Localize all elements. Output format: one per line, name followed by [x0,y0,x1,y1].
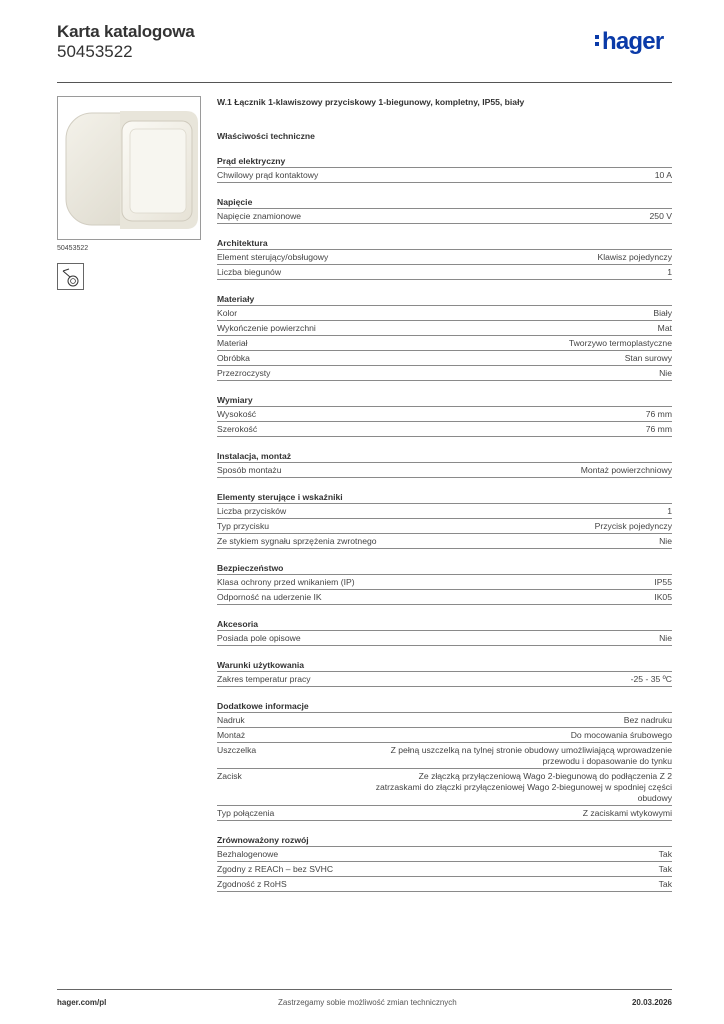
spec-value: Z zaciskami wtykowymi [582,808,672,818]
spec-row [217,589,672,605]
spec-label: Zgodny z REACh – bez SVHC [217,864,334,874]
page-header [57,22,195,62]
spec-value: Przycisk pojedynczy [594,521,672,531]
spec-row [217,320,672,335]
spec-value: Biały [653,308,672,318]
spec-value: 76 mm [645,424,672,434]
spec-row [217,462,672,478]
spec-row [217,335,672,350]
spec-label: Klasa ochrony przed wnikaniem (IP) [217,577,355,587]
spec-label: Przezroczysty [217,368,271,378]
spec-row [217,805,672,821]
spec-row [217,305,672,320]
spec-label: Obróbka [217,353,250,363]
spec-label: Wykończenie powierzchni [217,323,316,333]
spec-section [217,156,672,183]
spec-value: Bez nadruku [623,715,672,725]
spec-sections [217,156,672,892]
spec-label: Uszczelka [217,745,257,755]
logo-dots-icon [595,35,600,49]
spec-value: Mat [657,323,672,333]
spec-label: Montaż [217,730,246,740]
section-title: Warunki użytkowania [217,660,305,670]
spec-value: Nie [659,536,672,546]
spec-value: Stan surowy [624,353,672,363]
section-title: Napięcie [217,197,253,207]
spec-row [217,630,672,646]
footer-divider [57,989,672,990]
spec-value: Klawisz pojedynczy [597,252,672,262]
spec-section [217,492,672,549]
spec-section [217,835,672,892]
spec-row [217,350,672,365]
section-title: Architektura [217,238,268,248]
section-title: Elementy sterujące i wskaźniki [217,492,343,502]
spec-value: Tworzywo termoplastyczne [568,338,672,348]
spec-section [217,238,672,280]
properties-heading: Właściwości techniczne [217,131,315,141]
spec-value: IP55 [654,577,672,587]
spec-value: Tak [658,879,672,889]
footer-disclaimer: Zastrzegamy sobie możliwość zmian technicznych [278,998,457,1007]
product-image [57,96,201,240]
spec-row [217,861,672,876]
section-title: Wymiary [217,395,253,405]
spec-value: 76 mm [645,409,672,419]
spec-row [217,503,672,518]
spec-value: IK05 [654,592,672,602]
spec-row [217,671,672,687]
spec-section [217,563,672,605]
spec-value: 10 A [654,170,672,180]
header-divider [57,82,672,83]
spec-label: Sposób montażu [217,465,282,475]
spec-label: Napięcie znamionowe [217,211,302,221]
spec-label: Chwilowy prąd kontaktowy [217,170,319,180]
spec-row [217,208,672,224]
spec-row [217,727,672,742]
spec-value: -25 - 35 ºC [630,674,672,684]
section-title: Akcesoria [217,619,259,629]
spec-label: Zgodność z RoHS [217,879,287,889]
spec-section [217,451,672,478]
spec-value: Z pełną uszczelką na tylnej stronie obudowy umożliwiającą wprowadzenie przewodu i dopasowanie do tynku [390,745,672,766]
spec-label: Element sterujący/obsługowy [217,252,329,262]
section-title: Prąd elektryczny [217,156,286,166]
image-caption: 50453522 [57,245,89,252]
section-title: Zrównoważony rozwój [217,835,309,845]
spec-value: Ze złączką przyłączeniową Wago 2-biegunową do podłączenia Z 2 zatrzaskami do złączki przyłączeniowej Wago 2-biegunowej w spodniej części obudowy [375,771,672,803]
spec-value: 250 V [649,211,672,221]
spec-section [217,197,672,224]
spec-row [217,365,672,381]
spec-section [217,395,672,437]
spec-value: 1 [667,506,672,516]
spec-label: Materiał [217,338,248,348]
spec-label: Odporność na uderzenie IK [217,592,322,602]
spec-label: Zakres temperatur pracy [217,674,311,684]
footer-date: 20.03.2026 [631,998,672,1007]
spec-row [217,167,672,183]
spec-row [217,249,672,264]
spec-section [217,619,672,646]
product-title: W.1 Łącznik 1-klawiszowy przyciskowy 1-biegunowy, kompletny, IP55, biały [217,97,525,107]
spec-label: Wysokość [217,409,257,419]
spec-row [217,846,672,861]
spec-label: Ze stykiem sygnału sprzężenia zwrotnego [217,536,377,546]
section-title: Instalacja, montaż [217,451,292,461]
spec-row [217,768,672,805]
main-content [217,97,672,892]
page-title: Karta katalogowa [57,22,195,41]
switch-photo-icon [58,97,201,240]
logo-text: hager [602,28,664,55]
spec-section [217,294,672,381]
spec-row [217,421,672,437]
spec-value: Nie [659,633,672,643]
spec-value: Montaż powierzchniowy [580,465,672,475]
footer-website-link[interactable]: hager.com/pl [57,998,107,1007]
hager-logo [595,29,663,55]
spec-row [217,406,672,421]
spec-row [217,712,672,727]
spec-row [217,518,672,533]
spec-row [217,876,672,892]
product-code: 50453522 [57,42,133,61]
spec-label: Liczba biegunów [217,267,282,277]
spec-section [217,701,672,821]
pushbutton-symbol-icon [57,263,84,290]
spec-section [217,660,672,687]
spec-label: Zacisk [217,771,242,781]
spec-value: 1 [667,267,672,277]
section-title: Bezpieczeństwo [217,563,284,573]
spec-label: Nadruk [217,715,245,725]
spec-row [217,574,672,589]
spec-label: Posiada pole opisowe [217,633,301,643]
spec-label: Kolor [217,308,238,318]
spec-label: Bezhalogenowe [217,849,279,859]
section-title: Materiały [217,294,255,304]
spec-label: Liczba przycisków [217,506,287,516]
spec-label: Szerokość [217,424,258,434]
spec-value: Tak [658,864,672,874]
spec-row [217,742,672,768]
spec-label: Typ połączenia [217,808,275,818]
spec-value: Tak [658,849,672,859]
spec-row [217,533,672,549]
spec-row [217,264,672,280]
spec-value: Do mocowania śrubowego [570,730,672,740]
spec-label: Typ przycisku [217,521,270,531]
spec-value: Nie [659,368,672,378]
section-title: Dodatkowe informacje [217,701,309,711]
